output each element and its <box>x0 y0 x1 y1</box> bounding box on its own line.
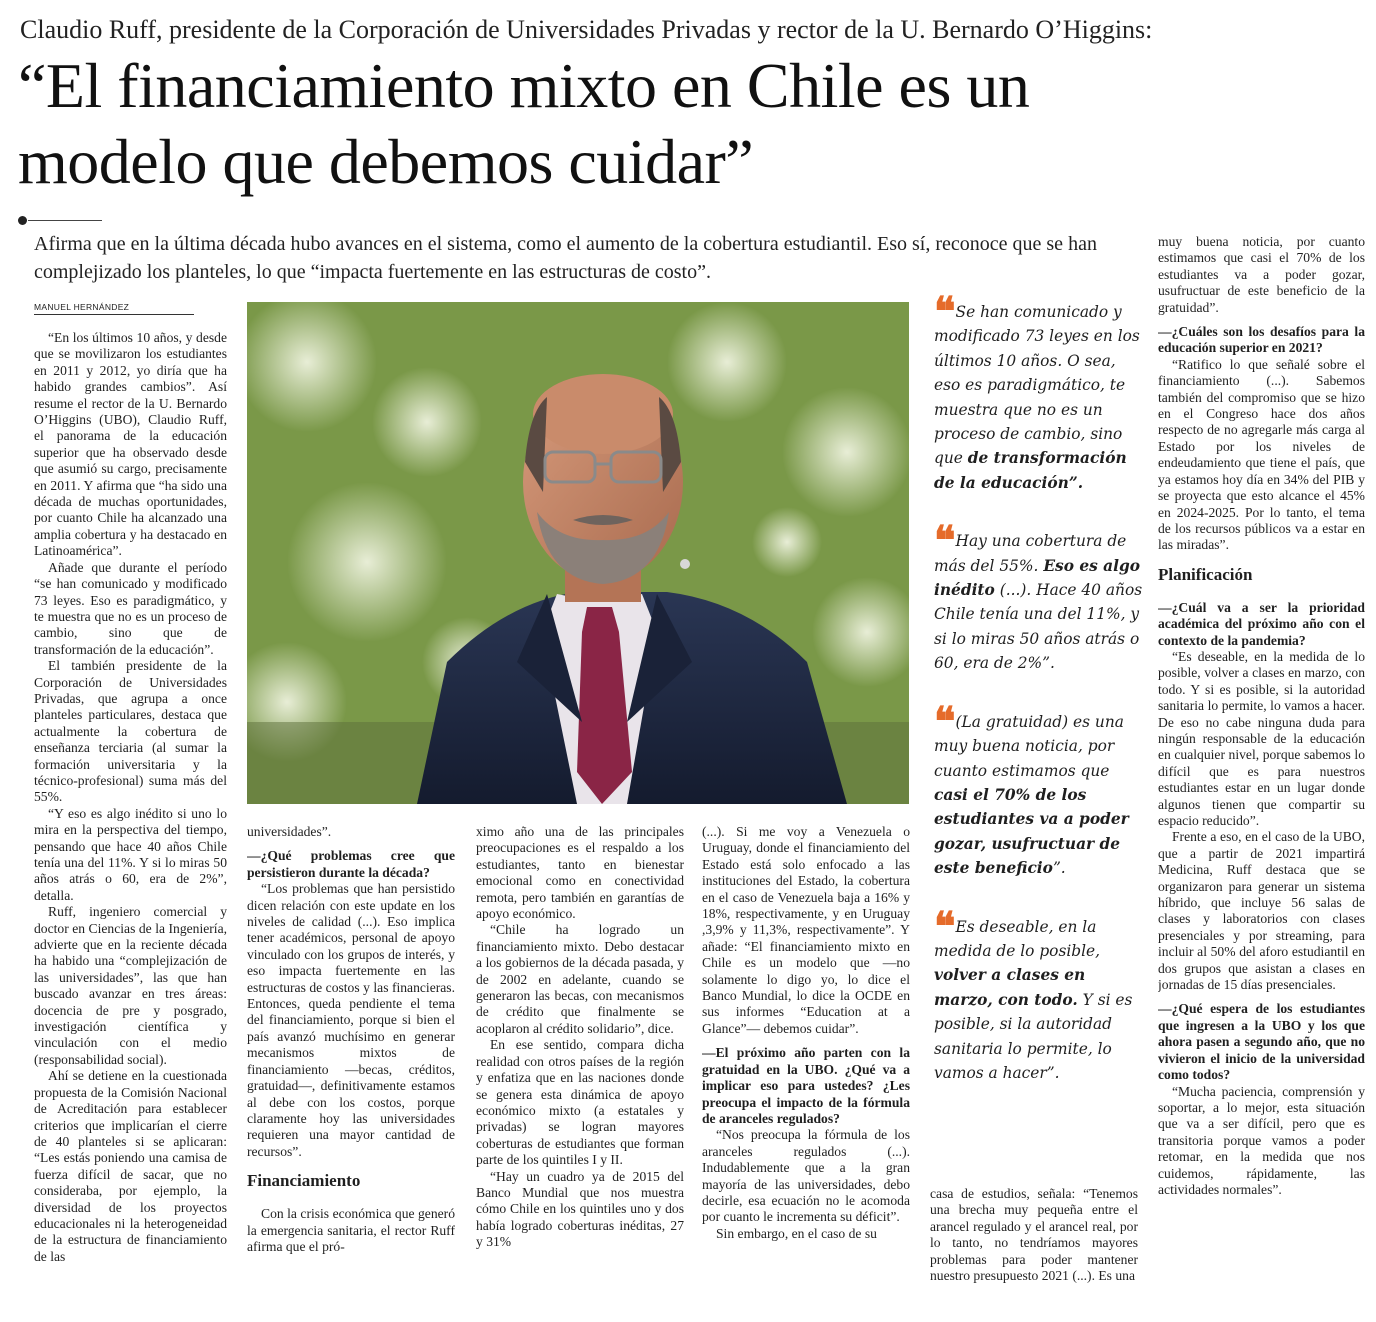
paragraph: “Hay un cuadro ya de 2015 del Banco Mundial que nos muestra cómo Chile en los quintiles uno y dos había logrado coberturas inéditas, 27 y 31% <box>476 1168 684 1250</box>
quote-mark-icon: ❝ <box>934 902 952 950</box>
paragraph: “Y eso es algo inédito si uno lo mira en la perspectiva del tiempo, pensando que hace 40 años Chile tenía una del 11%. Y si lo miras 50 años atrás o 60, era de 2%”, detalla. <box>34 805 227 903</box>
interview-question: —¿Qué espera de los estudiantes que ingresen a la UBO y los que ahora pasen a segundo año, que no vivieron el inicio de la universidad como todos? <box>1158 1001 1365 1083</box>
column-1 <box>34 330 227 1265</box>
pull-quote-4 <box>934 902 1144 1086</box>
paragraph: “Nos preocupa la fórmula de los aranceles regulados (...). Indudablemente que a la gran mayoría de las universidades, debo decirle, esa ecuación no le acomoda por cuanto le incrementa su déficit”. <box>702 1127 910 1225</box>
column-4 <box>702 824 910 1310</box>
pull-quote-emphasis: Eso es algo inédito <box>934 556 1141 600</box>
headline-line-1: “El financiamiento mixto en Chile es un <box>18 50 1030 121</box>
interview-question: —¿Cuál va a ser la prioridad académica del próximo año con el contexto de la pandemia? <box>1158 599 1365 648</box>
pull-quote-text: Hay una cobertura de más del 55%. <box>934 532 1127 575</box>
paragraph: “Mucha paciencia, comprensión y soportar, a lo mejor, esta situación que va a ser difícil, pero que es transitoria porque vamos a poder retomar, en la medida que nos cuidemos, rápidamente, las actividades normales”. <box>1158 1083 1365 1197</box>
column-5 <box>930 1186 1138 1310</box>
column-6 <box>1158 234 1365 1314</box>
article-headline <box>18 48 1318 200</box>
paragraph: El también presidente de la Corporación de Universidades Privadas, que agrupa a once planteles particulares, destaca que actualmente la cobertura de enseñanza terciaria (al sumar la formación universitaria y la técnico-profesional) suma más del 55%. <box>34 658 227 805</box>
portrait-photo <box>247 302 909 804</box>
pull-quote-text: (La gratuidad) es una muy buena noticia, por cuanto estimamos que <box>934 712 1124 780</box>
pull-quote-emphasis: de transformación de la educación”. <box>934 449 1127 492</box>
pull-quote-text: ”. <box>1052 859 1066 878</box>
decorative-rule <box>18 214 102 228</box>
paragraph: “En los últimos 10 años, y desde que se movilizaron los estudiantes en 2011 y 2012, yo diría que ha habido grandes cambios”. Así resume el rector de la U. Bernardo O’Higgins (UBO), Claudio Ruff, el panorama de la educación superior que ha observado desde que asumió su cargo, precisamente en 2011. Y afirma que “ha sido una década de muchas oportunidades, por cuanto Chile ha alcanzado una amplia cobertura y ha destacado en Latinoamérica”. <box>34 330 227 559</box>
paragraph: Ahí se detiene en la cuestionada propuesta de la Comisión Nacional de Acreditación para establecer criterios que implicarían el cierre de 40 planteles si se aplicaran: “Les estás poniendo una camisa de fuerza difícil de sacar, que no consideraba, por ejemplo, la diversidad de los proyectos educacionales ni la heterogeneidad de la estructura de financiamiento de las <box>34 1068 227 1264</box>
pull-quotes <box>934 288 1144 1119</box>
paragraph: En ese sentido, compara dicha realidad con otros países de la región y enfatiza que en las naciones donde se genera esta dinámica de apoyo económico mixto (a estatales y privadas) se logran mayores coberturas de estudiantes que forman parte de los quintiles I y II. <box>476 1037 684 1168</box>
interview-question: —¿Qué problemas cree que persistieron durante la década? <box>247 848 455 880</box>
quote-mark-icon: ❝ <box>934 288 952 335</box>
pull-quote-text: (...). Hace 40 años Chile tenía una del 11%, y si lo miras 50 años atrás o 60, era de 2%”. <box>934 581 1143 673</box>
pull-quote-text: Es deseable, en la medida de lo posible, <box>934 917 1101 960</box>
section-subhead: Financiamiento <box>247 1171 361 1191</box>
interview-question: —¿Cuáles son los desafíos para la educación superior en 2021? <box>1158 324 1365 356</box>
paragraph: “Chile ha logrado un financiamiento mixto. Debo destacar a los gobiernos de la década pasada, y de 2002 en adelante, cuando se generaron las becas, con mecanismos de crédito que finalmente se acoplaron al crédito solidario”, dice. <box>476 922 684 1036</box>
paragraph: Frente a eso, en el caso de la UBO, que a partir de 2021 impartirá Medicina, Ruff destaca que se organizaron para generar un sistema híbrido, que incluye 56 salas de clases y laboratorios con clases presenciales y por streaming, para incluir al 50% del aforo estudiantil en dos grupos que asistan a clases en jornadas de 15 días presenciales. <box>1158 829 1365 993</box>
pull-quote-emphasis: casi el 70% de los estudiantes va a poder gozar, usufructuar de este beneficio <box>934 785 1129 878</box>
column-3 <box>476 824 684 1310</box>
paragraph: Añade que durante el período “se han comunicado y modificado 73 leyes. Eso es paradigmático, y te muestra que no es un proceso de cambio, sino que de transformación de la educación”. <box>34 559 227 657</box>
pull-quote-2 <box>934 517 1144 675</box>
paragraph: ximo año una de las principales preocupaciones es el respaldo a los estudiantes, tanto en bienestar emocional como en conectividad remota, pero también en garantías de apoyo económico. <box>476 824 684 922</box>
paragraph: Sin embargo, en el caso de su <box>716 1225 877 1241</box>
article-kicker: Claudio Ruff, presidente de la Corporación de Universidades Privadas y rector de la U. Bernardo O’Higgins: <box>20 15 1153 44</box>
paragraph: “Ratifico lo que señalé sobre el financiamiento (...). Sabemos también del compromiso que se hizo en el Congreso hace dos años respecto de no agregarle más carga al Estado por los niveles de endeudamiento que tiene el país, que ya estamos hoy día en 34% del PIB y se proyecta que esto alcance el 45% en 2024-2025. Por lo tanto, el tema de los recursos públicos va a estar en las miradas”. <box>1158 356 1365 553</box>
byline: MANUEL HERNÁNDEZ <box>34 302 194 315</box>
pull-quote-emphasis: volver a clases en marzo, con todo. <box>934 966 1086 1009</box>
pull-quote-text: Se han comunicado y modificado 73 leyes en los últimos 10 años. O sea, eso es paradigmático, te muestra que no es un proceso de cambio, sino que <box>934 303 1140 468</box>
article-lede: Afirma que en la última década hubo avances en el sistema, como el aumento de la cobertura estudiantil. Eso sí, reconoce que se han complejizado los planteles, lo que “impacta fuertemente en las estructuras de costo”. <box>34 233 1097 283</box>
rule-line <box>28 220 102 221</box>
paragraph: casa de estudios, señala: “Tenemos una brecha muy pequeña entre el arancel regulado y el arancel real, por lo tanto, no tendríamos mayores problemas para poder mantener nuestro presupuesto 2021 (...). Es una <box>930 1186 1138 1284</box>
pull-quote-3 <box>934 697 1144 881</box>
paragraph: “Los problemas que han persistido dicen relación con este update en los niveles de calidad (...). Eso implica tener académicos, personal de apoyo vinculado con los grupos de interés, y eso impacta fuertemente en las estructuras de costos y las financieras. Entonces, queda pendiente el tema del financiamiento, porque si bien el país avanzó muchísimo en generar mecanismos mixtos de financiamiento —becas, créditos, gratuidad—, definitivamente estamos al debe con los costos, porque claramente hoy las universidades requieren una mayor cantidad de recursos”. <box>247 881 455 1159</box>
paragraph: Con la crisis económica que generó la emergencia sanitaria, el rector Ruff afirma que el pró- <box>247 1206 455 1254</box>
bullet-dot <box>18 216 27 225</box>
portrait-illustration <box>247 302 909 804</box>
paragraph: universidades”. <box>247 824 332 839</box>
pull-quote-1 <box>934 288 1144 495</box>
paragraph: muy buena noticia, por cuanto estimamos que casi el 70% de los estudiantes va a poder gozar, usufructuar de este beneficio de la gratuidad”. <box>1158 234 1365 315</box>
interview-question: —El próximo año parten con la gratuidad en la UBO. ¿Qué va a implicar eso para ustedes? ¿Les preocupa el impacto de la fórmula de aranceles regulados? <box>702 1045 910 1126</box>
paragraph: “Es deseable, en la medida de lo posible, volver a clases en marzo, con todo. Y si es posible, si la autoridad sanitaria lo permite, lo vamos a hacer. De eso no cabe ninguna duda para ningún responsable de la educación en cualquier nivel, porque sabemos lo difícil que es para nuestros estudiantes estar en un lugar donde algunos tienen que compartir su espacio reducido”. <box>1158 648 1365 828</box>
pull-quote-text: Y si es posible, si la autoridad sanitaria lo permite, lo vamos a hacer”. <box>934 990 1133 1082</box>
paragraph: (...). Si me voy a Venezuela o Uruguay, donde el financiamiento del Estado está solo enfocado a las instituciones del Estado, la cobertura en el caso de Venezuela baja a 16% y 18%, respectivamente, y en Uruguay ,3,9% y 11,3%, respectivamente”. Y añade: “El financiamiento mixto en Chile es un modelo que —no solamente lo digo yo, lo dice el Banco Mundial, lo dice la OCDE en sus informes “Education at a Glance”— debemos cuidar”. <box>702 824 910 1036</box>
column-2 <box>247 824 455 1310</box>
paragraph: Ruff, ingeniero comercial y doctor en Ciencias de la Ingeniería, advierte que en la reciente década ha habido una “complejización de las universidades”, las que han buscado avanzar en tres áreas: docencia de pre y posgrado, investigación científica y vinculación con el medio (responsabilidad social). <box>34 904 227 1067</box>
quote-mark-icon: ❝ <box>934 517 952 565</box>
headline-line-2: modelo que debemos cuidar” <box>18 126 754 197</box>
section-subhead: Planificación <box>1158 564 1253 584</box>
quote-mark-icon: ❝ <box>934 697 952 745</box>
